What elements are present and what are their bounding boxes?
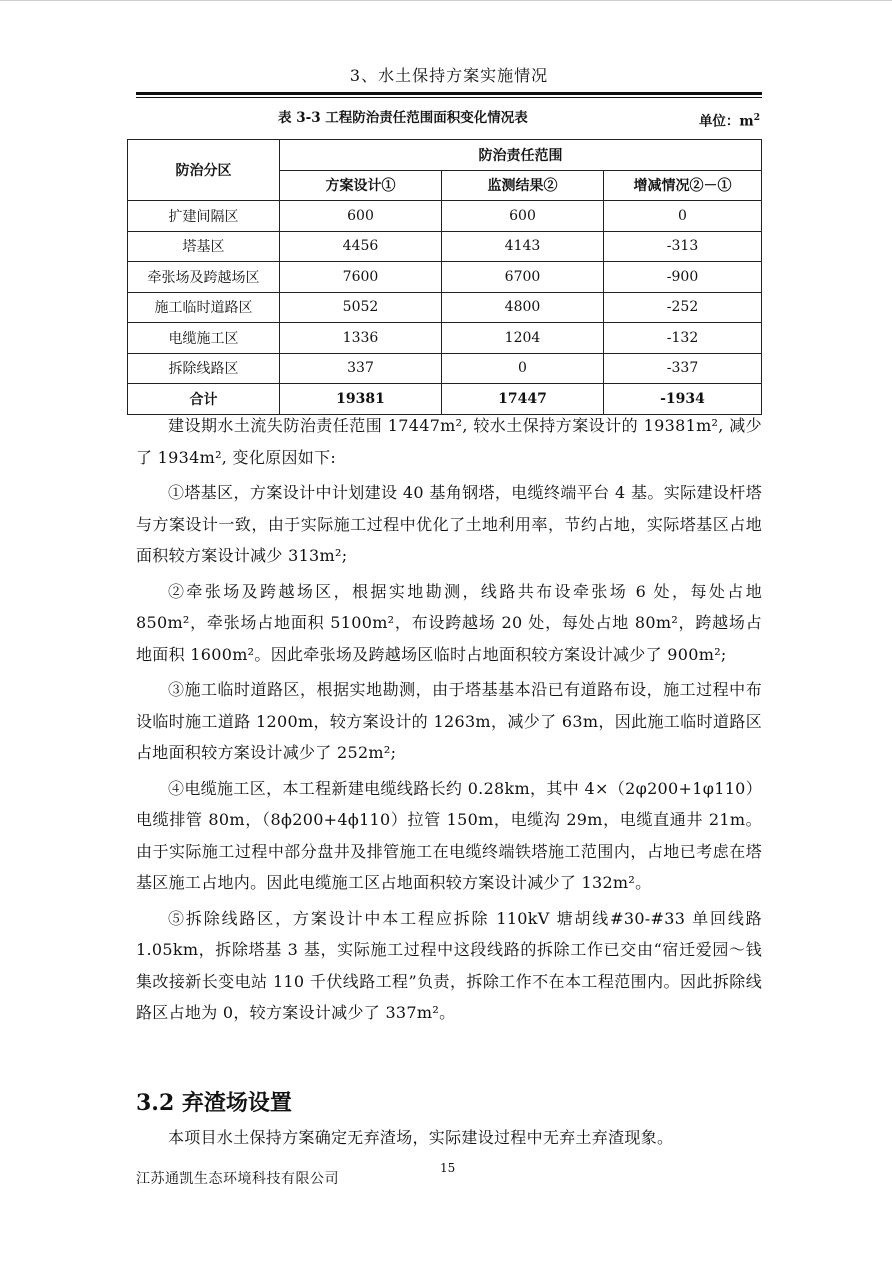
cell-plan: 7600 [280, 262, 442, 293]
unit-label [699, 108, 760, 132]
cell-zone: 电缆施工区 [128, 323, 280, 354]
cell-zone: 施工临时道路区 [128, 292, 280, 323]
cell-monitor: 1204 [442, 323, 604, 354]
page-top-border [0, 0, 892, 1]
cell-change: -252 [604, 292, 762, 323]
header-change: 增减情况②－① [604, 170, 762, 201]
cell-zone: 牵张场及跨越场区 [128, 262, 280, 293]
header-plan: 方案设计① [280, 170, 442, 201]
body-text [136, 410, 762, 1029]
cell-plan: 337 [280, 353, 442, 384]
header-monitor: 监测结果② [442, 170, 604, 201]
paragraph-cable-area: ④电缆施工区，本工程新建电缆线路长约 0.28km，其中 4×（2φ200+1φ110）电缆排管 80m，（8ϕ200+4ϕ110）拉管 150m，电缆沟 29m，电缆直通井 21m。由于实际施工过程中部分盘井及排管施工在电缆终端铁塔施工范围内，占地已考虑在塔基区施工占地内。因此电缆施工区占地面积较方案设计减少了 132m²。 [136, 778, 762, 892]
cell-plan: 600 [280, 201, 442, 232]
section-heading: 3.2 弃渣场设置 [136, 1090, 292, 1116]
header-responsibility-range: 防治责任范围 [280, 140, 762, 171]
table-caption: 表 3-3 工程防治责任范围面积变化情况表 [278, 110, 528, 126]
cell-change: -337 [604, 353, 762, 384]
table-row [128, 201, 762, 232]
cell-plan: 5052 [280, 292, 442, 323]
cell-change: -313 [604, 231, 762, 262]
cell-plan: 4456 [280, 231, 442, 262]
total-zone: 合计 [128, 384, 280, 415]
total-monitor: 17447 [442, 384, 604, 415]
cell-plan: 1336 [280, 323, 442, 354]
company-name: 江苏通凯生态环境科技有限公司 [136, 1171, 339, 1187]
table-row [128, 231, 762, 262]
paragraph-demolition: ⑤拆除线路区，方案设计中本工程应拆除 110kV 塘胡线#30-#33 单回线路 1.05km，拆除塔基 3 基，实际施工过程中这段线路的拆除工作已交由“宿迁爱园～钱集改接新长变电站 110 千伏线路工程”负责，拆除工作不在本工程范围内。因此拆除线路区占地为 0，较方案设计减少了 337m²。 [136, 908, 762, 1022]
paragraph-temp-road: ③施工临时道路区，根据实地勘测，由于塔基基本沿已有道路布设，施工过程中布设临时施工道路 1200m，较方案设计的 1263m，减少了 63m，因此施工临时道路区占地面积较方案设计减少了 252m²; [136, 680, 762, 762]
cell-zone: 扩建间隔区 [128, 201, 280, 232]
cell-monitor: 0 [442, 353, 604, 384]
paragraph-tension-field: ②牵张场及跨越场区，根据实地勘测，线路共布设牵张场 6 处，每处占地 850m²，牵张场占地面积 5100m²，布设跨越场 20 处，每处占地 80m²，跨越场占地面积 1600m²。因此牵张场及跨越场区临时占地面积较方案设计减少了 900m²; [136, 581, 762, 664]
table-row [128, 262, 762, 293]
cell-monitor: 4143 [442, 231, 604, 262]
cell-monitor: 6700 [442, 262, 604, 293]
cell-monitor: 600 [442, 201, 604, 232]
cell-change: 0 [604, 201, 762, 232]
cell-zone: 塔基区 [128, 231, 280, 262]
area-change-table [127, 139, 762, 415]
cell-change: -132 [604, 323, 762, 354]
unit-text: 单位：m [698, 113, 754, 130]
header-rule-thin [136, 97, 762, 98]
running-header: 3、水土保持方案实施情况 [349, 66, 549, 85]
table-row [128, 353, 762, 384]
table-row [128, 292, 762, 323]
header-rule-thick [136, 92, 762, 95]
page-number: 15 [440, 1161, 456, 1175]
cell-zone: 拆除线路区 [128, 353, 280, 384]
total-change: -1934 [604, 384, 762, 415]
paragraph-tower-base: ①塔基区，方案设计中计划建设 40 基角钢塔，电缆终端平台 4 基。实际建设杆塔与方案设计一致，由于实际施工过程中优化了土地利用率，节约占地，实际塔基区占地面积较方案设计减少 313m²; [136, 483, 762, 565]
total-plan: 19381 [280, 384, 442, 415]
unit-superscript: 2 [753, 113, 760, 123]
header-zone: 防治分区 [128, 140, 280, 201]
cell-monitor: 4800 [442, 292, 604, 323]
section-paragraph: 本项目水土保持方案确定无弃渣场，实际建设过程中无弃土弃渣现象。 [168, 1128, 674, 1147]
table-row [128, 323, 762, 354]
cell-change: -900 [604, 262, 762, 293]
intro-paragraph: 建设期水土流失防治责任范围 17447m², 较水土保持方案设计的 19381m², 减少了 1934m², 变化原因如下: [136, 416, 762, 467]
